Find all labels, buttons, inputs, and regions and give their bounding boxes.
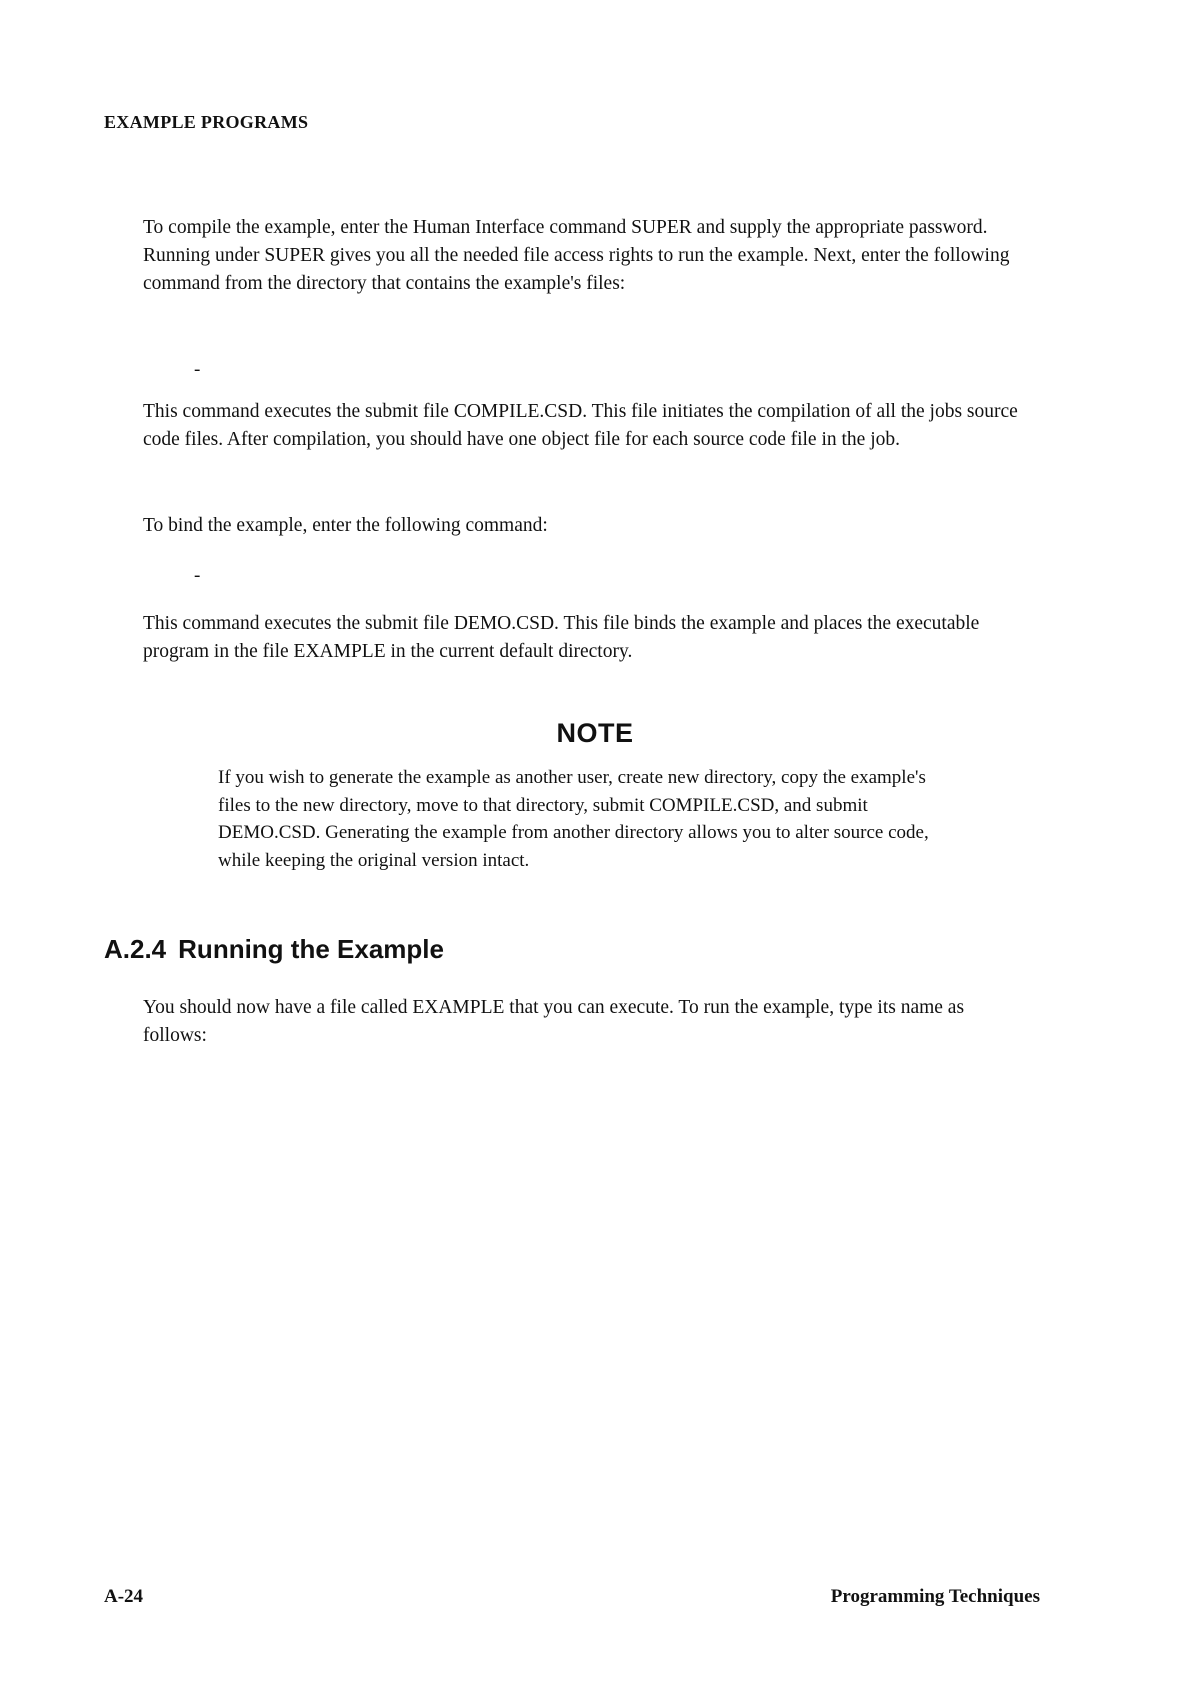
bind-result-paragraph: This command executes the submit file DEMO.CSD. This file binds the example and places the executable program in the file EXAMPLE in the current default directory. [143, 613, 980, 662]
note-body: If you wish to generate the example as another user, create new directory, copy the example's files to the new directory, move to that directory, submit COMPILE.CSD, and submit DEMO.CSD. Generating the example from another directory allows you to alter source code, while keeping the original version intact. [218, 767, 929, 871]
section-heading [104, 934, 444, 965]
section-number: A.2.4 [104, 934, 167, 964]
page-number: A-24 [104, 1586, 144, 1607]
compile-result-paragraph: This command executes the submit file COMPILE.CSD. This file initiates the compilation of all the jobs source code files. After compilation, you should have one object file for each source code file in the job. [143, 401, 1018, 450]
run-instructions-paragraph: You should now have a file called EXAMPLE that you can execute. To run the example, type its name as follows: [143, 997, 965, 1046]
compile-instructions-paragraph: To compile the example, enter the Human Interface command SUPER and supply the appropriate password. Running under SUPER gives you all the needed file access rights to run the example. Next, enter the following command from the directory that contains the example's files: [143, 217, 1010, 294]
bind-command-line: - [194, 565, 201, 586]
note-title: NOTE [556, 718, 634, 748]
section-title: Running the Example [178, 934, 444, 964]
compile-command-line: - [194, 359, 201, 380]
bind-instructions-paragraph: To bind the example, enter the following command: [143, 515, 548, 536]
running-head: EXAMPLE PROGRAMS [104, 112, 309, 132]
footer-title: Programming Techniques [830, 1586, 1040, 1607]
